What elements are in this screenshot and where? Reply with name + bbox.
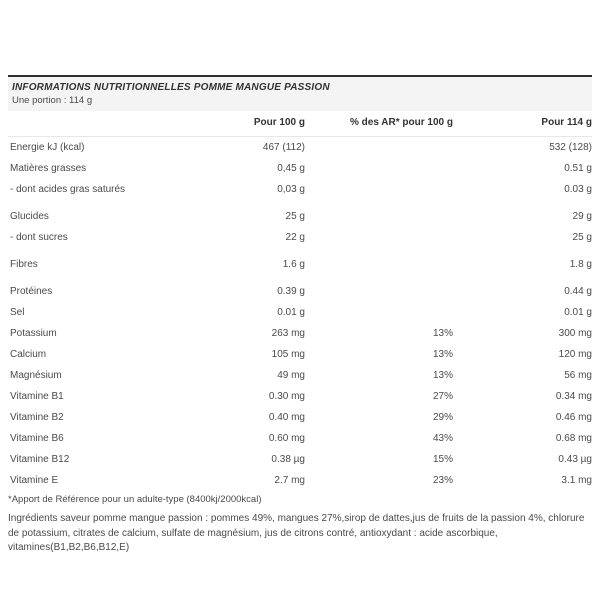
value-per100: 0.60 mg (268, 433, 305, 444)
nutrient-label: Vitamine B1 (10, 391, 64, 402)
value-per114: 56 mg (564, 370, 592, 381)
panel-title: INFORMATIONS NUTRITIONNELLES POMME MANGUE PASSION (12, 82, 330, 93)
nutrient-label: Glucides (10, 211, 49, 222)
value-ar (305, 227, 453, 248)
nutrient-label: Vitamine E (10, 475, 59, 486)
nutrient-label: Energie kJ (kcal) (10, 142, 85, 153)
value-per100: 0.40 mg (268, 412, 305, 423)
value-per100: 105 mg (271, 349, 305, 360)
reference-footnote: *Apport de Référence pour un adulte-type (8400kj/2000kcal) (8, 494, 262, 505)
value-ar (305, 200, 453, 227)
value-per114: 532 (128) (549, 142, 592, 153)
value-ar (305, 302, 453, 323)
table-row-acides-gras-satures (8, 179, 592, 200)
value-ar: 29% (432, 412, 453, 423)
value-per100: 1.6 g (282, 259, 305, 270)
value-per100: 0.39 g (277, 286, 305, 297)
value-ar (305, 275, 453, 302)
nutrient-label: Vitamine B12 (10, 454, 70, 465)
nutrient-label: Protéines (10, 286, 53, 297)
value-per100: 263 mg (271, 328, 305, 339)
column-header-row (8, 111, 592, 137)
value-per114: 1.8 g (569, 259, 592, 270)
value-per114: 0.51 g (564, 163, 592, 174)
value-ar (305, 179, 453, 200)
nutrient-label: Sel (10, 307, 25, 318)
value-per100: 0.38 µg (271, 454, 305, 465)
value-per114: 0.34 mg (555, 391, 592, 402)
table-row-vitamine-b12 (8, 449, 592, 470)
value-per100: 467 (112) (262, 142, 305, 153)
value-per100: 22 g (285, 232, 305, 243)
value-per100: 0,03 g (277, 184, 305, 195)
table-row-glucides (8, 200, 592, 227)
nutrient-label: Fibres (10, 259, 38, 270)
value-ar: 23% (432, 475, 453, 486)
panel-header (8, 75, 592, 111)
nutrient-label: Calcium (10, 349, 47, 360)
column-header-ar: % des AR* pour 100 g (305, 111, 453, 137)
value-per114: 300 mg (558, 328, 592, 339)
value-ar: 27% (432, 391, 453, 402)
table-row-energie (8, 137, 592, 159)
value-per114: 29 g (572, 211, 592, 222)
ingredients-text: Ingrédients saveur pomme mangue passion : pommes 49%, mangues 27%,sirop de dattes,jus de fruits de la passion 4%, chlorure de potassium, citrates de calcium, sulfate de magnésium, jus de citrons contré, antioxydant : acide ascorbique, vitamines(B1,B2,B6,B12,E) (8, 513, 585, 553)
value-per100: 25 g (285, 211, 305, 222)
value-per114: 0.44 g (564, 286, 592, 297)
value-ar (305, 158, 453, 179)
table-row-matieres-grasses (8, 158, 592, 179)
panel-content (8, 75, 592, 556)
value-per100: 2.7 mg (274, 475, 305, 486)
table-row-sel (8, 302, 592, 323)
value-per100: 0.30 mg (268, 391, 305, 402)
table-row-vitamine-e (8, 470, 592, 491)
value-per100: 49 mg (277, 370, 305, 381)
value-per114: 25 g (572, 232, 592, 243)
value-ar: 13% (432, 328, 453, 339)
table-row-calcium (8, 344, 592, 365)
nutrient-label: Matières grasses (10, 163, 87, 174)
value-ar: 13% (432, 349, 453, 360)
value-per114: 3.1 mg (561, 475, 592, 486)
nutrition-table (8, 111, 592, 491)
value-per114: 0.43 µg (558, 454, 592, 465)
table-row-sucres (8, 227, 592, 248)
value-per114: 120 mg (558, 349, 592, 360)
column-header-per114: Pour 114 g (453, 111, 592, 137)
nutrient-label: Vitamine B6 (10, 433, 64, 444)
table-row-potassium (8, 323, 592, 344)
table-row-fibres (8, 248, 592, 275)
column-header-per100: Pour 100 g (227, 111, 305, 137)
portion-size: Une portion : 114 g (12, 95, 93, 106)
table-row-vitamine-b6 (8, 428, 592, 449)
value-per114: 0.03 g (564, 184, 592, 195)
value-ar: 43% (432, 433, 453, 444)
value-ar: 13% (432, 370, 453, 381)
value-per114: 0.01 g (564, 307, 592, 318)
nutrient-label: - dont sucres (10, 232, 68, 243)
nutrient-label: - dont acides gras saturés (10, 184, 126, 195)
value-ar: 15% (432, 454, 453, 465)
value-per114: 0.46 mg (555, 412, 592, 423)
value-ar (305, 137, 453, 159)
value-per100: 0.01 g (277, 307, 305, 318)
table-row-vitamine-b1 (8, 386, 592, 407)
nutrient-label: Vitamine B2 (10, 412, 64, 423)
value-per100: 0,45 g (277, 163, 305, 174)
table-row-magnesium (8, 365, 592, 386)
value-per114: 0.68 mg (555, 433, 592, 444)
nutrient-label: Potassium (10, 328, 57, 339)
column-header-empty (8, 111, 227, 137)
value-ar (305, 248, 453, 275)
table-row-proteines (8, 275, 592, 302)
table-row-vitamine-b2 (8, 407, 592, 428)
nutrient-label: Magnésium (10, 370, 62, 381)
